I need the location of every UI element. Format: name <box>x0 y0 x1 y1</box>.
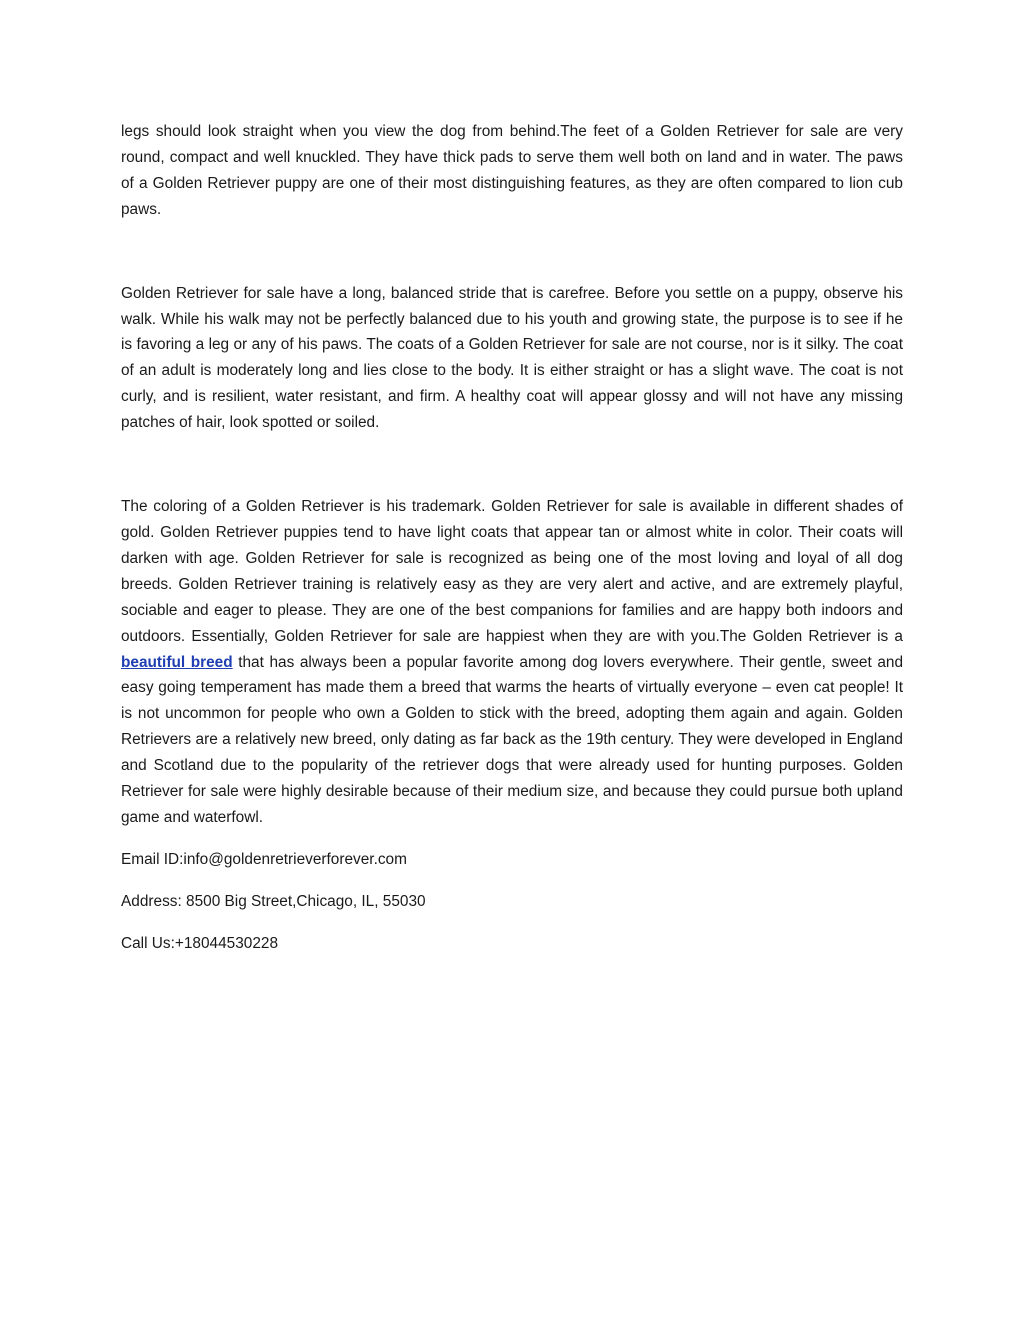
paragraph-spacer <box>121 831 903 847</box>
paragraph-text-before-link: The coloring of a Golden Retriever is his trademark. Golden Retriever for sale is available in different shades of gold. Golden Retriever puppies tend to have light coats that appear tan or almost white in color. Their coats will darken with age. Golden Retriever for sale is recognized as being one of the most loving and loyal of all dog breeds. Golden Retriever training is relatively easy as they are very alert and active, and are extremely playful, sociable and eager to please. They are one of the best companions for families and are happy both indoors and outdoors. Essentially, Golden Retriever for sale are happiest when they are with you.The Golden Retriever is a <box>121 498 903 645</box>
paragraph-feet-and-paws: legs should look straight when you view the dog from behind.The feet of a Golden Retriever for sale are very round, compact and well knuckled. They have thick pads to serve them well both on land and in water. The paws of a Golden Retriever puppy are one of their most distinguishing features, as they are often compared to lion cub paws. <box>121 123 903 218</box>
paragraph-spacer <box>121 436 903 494</box>
paragraph-stride-and-coat: Golden Retriever for sale have a long, balanced stride that is carefree. Before you settle on a puppy, observe his walk. While his walk may not be perfectly balanced due to his youth and growing state, the purpose is to see if he is favoring a leg or any of his paws. The coats of a Golden Retriever for sale are not course, nor is it silky. The coat of an adult is moderately long and lies close to the body. It is either straight or has a slight wave. The coat is not curly, and is resilient, water resistant, and firm. A healthy coat will appear glossy and will not have any missing patches of hair, look spotted or soiled. <box>121 284 903 432</box>
beautiful-breed-link[interactable]: beautiful breed <box>121 653 233 671</box>
contact-address: Address: 8500 Big Street,Chicago, IL, 55030 <box>121 892 426 910</box>
contact-phone: Call Us:+18044530228 <box>121 934 279 952</box>
paragraph-text-after-link: that has always been a popular favorite among dog lovers everywhere. Their gentle, sweet and easy going temperament has made them a breed that warms the hearts of virtually everyone – even cat people! It is not uncommon for people who own a Golden to stick with the breed, adopting them again and again. Golden Retrievers are a relatively new breed, only dating as far back as the 19th century. They were developed in England and Scotland due to the popularity of the retriever dogs that were already used for hunting purposes. Golden Retriever for sale were highly desirable because of their medium size, and because they could pursue both upland game and waterfowl. <box>121 653 904 826</box>
contact-email: Email ID:info@goldenretrieverforever.com <box>121 850 407 868</box>
document-page <box>121 119 903 957</box>
paragraph-coloring-and-history <box>121 494 903 831</box>
paragraph-spacer <box>121 223 903 281</box>
